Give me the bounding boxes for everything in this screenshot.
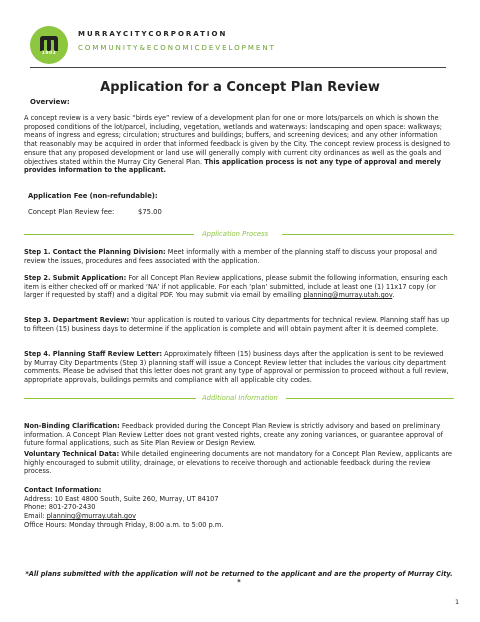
overview-disclaimer: This application process is not any type of approval and merely provides information to the applicant.	[24, 157, 441, 175]
overview-paragraph	[24, 114, 452, 175]
overview-label: Overview:	[30, 98, 70, 106]
step-3: Step 3. Department Review: Your application is routed to various City departments for technical review. Planning staff has up to fifteen (15) business days to determine if the application is complete and will obtain payment after it is deemed complete.	[24, 316, 450, 333]
contact-phone: Phone: 801-270-2430	[24, 503, 96, 512]
fee-amount: $75.00	[138, 208, 162, 216]
step-4: Step 4. Planning Staff Review Letter: Approximately fifteen (15) business days after the application is sent to be reviewed by Murray City Departments (Step 3) planning staff will issue a Concept Review letter that includes the various city department comments. Please be advised that this letter does not grant any type of approval or permission to proceed without a full review, appropriate approvals, buildings permits and compliance with all applicable city codes.	[24, 350, 449, 385]
overview-text: A concept review is a very basic “birds eye” review of a development plan for one or more lots/parcels on which is shown the proposed conditions of the lot/parcel, including, vegetation, wetlands and waterways: landscaping and open space: walkways; means of ingress and egress; circulation; structures and buildings; buffers, and screening devices; and any other information that reasonably may be acquired in order that informed feedback is given by the City. The concept review process is designed to ensure that any proposed development or land use will generally comply with current city ordinances as well as the goals and objectives stated within the Murray City General Plan.	[24, 114, 450, 166]
fee-label: Application Fee (non-refundable):	[28, 192, 158, 200]
header-divider	[30, 67, 446, 68]
additional-info-heading: Additional Information	[202, 394, 278, 402]
footer-note: *All plans submitted with the application will not be returned to the applicant and are the property of Murray City. *	[25, 570, 453, 586]
application-process-heading: Application Process	[202, 230, 269, 238]
org-name: MURRAYCITYCORPORATION	[78, 30, 228, 38]
page-number: 1	[455, 598, 460, 606]
step-2: Step 2. Submit Application: For all Concept Plan Review applications, please submit the following information, ensuring each item is either checked off or marked ‘NA’ if not applicable. For each ‘plan’ submitted, include at least one (1) 11x17 copy (or larger if requested by staff) and a digital PDF. You may submit via email by emailing planning@murray.utah.gov.	[24, 274, 448, 300]
contact-heading: Contact Information:	[24, 486, 102, 494]
planning-email-link[interactable]: planning@murray.utah.gov	[303, 291, 393, 300]
contact-email-link[interactable]: planning@murray.utah.gov	[46, 512, 137, 521]
step-1: Step 1. Contact the Planning Division: Meet informally with a member of the planning staff to discuss your proposal and review the issues, procedures and fees associated with the application.	[24, 248, 437, 265]
fee-row	[28, 208, 162, 216]
m-letter-icon	[30, 26, 68, 64]
additional-info-divider	[24, 394, 454, 402]
page-title: Application for a Concept Plan Review	[100, 80, 380, 95]
logo-year: 1903	[41, 51, 57, 56]
org-department: COMMUNITY&ECONOMICDEVELOPMENT	[78, 44, 276, 52]
contact-hours: Office Hours: Monday through Friday, 8:00 a.m. to 5:00 p.m.	[24, 520, 224, 529]
fee-name: Concept Plan Review fee:	[28, 208, 115, 216]
application-process-divider	[24, 230, 454, 238]
contact-information: Contact Information: Address: 10 East 4800 South, Suite 260, Murray, UT 84107 Phone: 801-270-2430 Email: planning@murray.utah.gov Office Hours: Monday through Friday, 8:00 a.m. to 5:00 p.m.	[24, 486, 224, 529]
contact-address: Address: 10 East 4800 South, Suite 260, Murray, UT 84107	[24, 494, 219, 503]
murray-city-logo	[30, 26, 68, 64]
voluntary-technical-data: Voluntary Technical Data: While detailed engineering documents are not mandatory for a Concept Plan Review, applicants are highly encouraged to submit utility, drainage, or elevations to receive thorough and actionable feedback during the review process.	[24, 450, 452, 476]
non-binding-clarification: Non-Binding Clarification: Feedback provided during the Concept Plan Review is strictly advisory and based on preliminary information. A Concept Plan Review Letter does not grant vested rights, create any zoning variances, or guarantee approval of future formal applications, such as Site Plan Review or Design Review.	[24, 422, 443, 448]
